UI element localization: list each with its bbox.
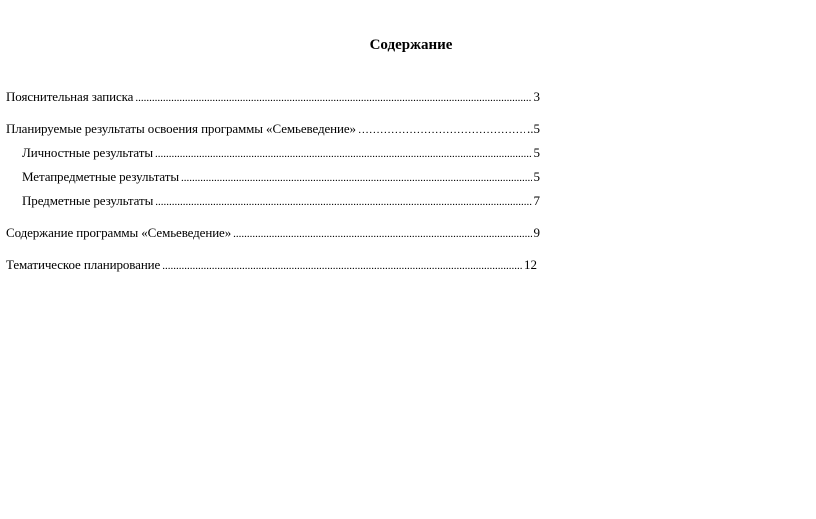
- toc-entry-planned-results[interactable]: [6, 120, 540, 138]
- toc-entry-metasubject-results[interactable]: [22, 168, 540, 186]
- toc-page-number: 7: [533, 193, 540, 208]
- page-title: Содержание: [369, 37, 453, 53]
- toc-page-number: 12: [524, 257, 537, 272]
- toc-page-number: 9: [533, 225, 540, 240]
- toc-entry-text: Содержание программы «Семьеведение»: [6, 225, 232, 240]
- toc-page-number: 5: [533, 145, 540, 160]
- toc-page-number: 5: [533, 169, 540, 184]
- toc-entry-thematic-planning[interactable]: [6, 256, 537, 274]
- toc-entry-text: Предметные результаты: [22, 193, 154, 208]
- toc-entry-text: Метапредметные результаты: [22, 169, 179, 184]
- toc-entry-explanatory-note[interactable]: [6, 88, 540, 106]
- toc-entry-subject-results[interactable]: [22, 192, 540, 210]
- toc-entry-program-content[interactable]: [6, 224, 540, 242]
- toc-leader-dots: [358, 121, 525, 138]
- toc-entry-text: Тематическое планирование: [6, 257, 161, 272]
- toc-entry-text: Пояснительная записка: [6, 89, 134, 104]
- toc-entry-personal-results[interactable]: [22, 144, 540, 162]
- toc-leader-dots: [162, 257, 522, 274]
- toc-leader-dots: [181, 169, 532, 186]
- toc-leader-dots: [233, 225, 531, 242]
- toc-page-number: 3: [533, 89, 540, 104]
- toc-leader-dots: [155, 145, 532, 162]
- toc-leader-dots: [155, 193, 531, 210]
- toc-entry-text: Планируемые результаты освоения программы «Семьеведение»: [6, 121, 356, 136]
- toc-entry-text: Личностные результаты: [22, 145, 153, 160]
- toc-page-number: ..5: [527, 121, 540, 136]
- toc-leader-dots: [135, 89, 531, 106]
